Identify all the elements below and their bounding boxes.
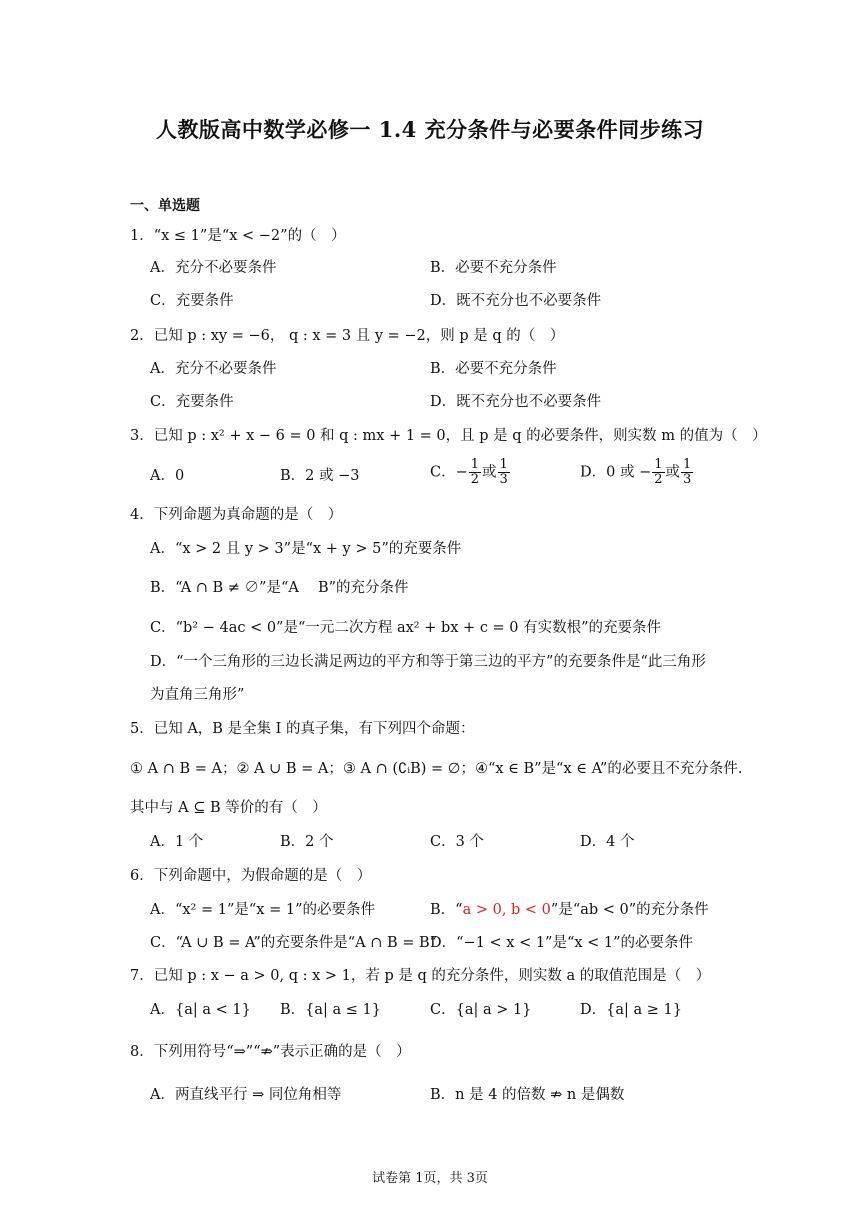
question-5-option-b: B．2 个	[280, 834, 334, 850]
section-heading: 一、单选题	[130, 198, 200, 214]
question-3-option-d	[580, 458, 694, 487]
question-1-option-b: B．必要不充分条件	[430, 260, 557, 276]
question-2-option-b: B．必要不充分条件	[430, 361, 557, 377]
option-c-label: C．	[430, 464, 456, 481]
question-1-option-c: C．充要条件	[150, 293, 234, 309]
question-7-option-d: D．{a| a ≥ 1}	[580, 1002, 682, 1018]
question-6-stem: 6．下列命题中，为假命题的是（ ）	[130, 868, 372, 884]
question-2-option-d: D．既不充分也不必要条件	[430, 394, 602, 410]
or-word: 或	[665, 464, 681, 481]
question-7-option-b: B．{a| a ≤ 1}	[280, 1002, 381, 1018]
fraction-one-third	[498, 458, 510, 487]
question-2-option-c: C．充要条件	[150, 394, 234, 410]
question-5-option-d: D．4 个	[580, 834, 635, 850]
question-3-option-b: B．2 或 −3	[280, 468, 360, 484]
fraction-denominator: 3	[683, 472, 692, 487]
option-b-suffix: ”是“ab < 0”的充分条件	[550, 902, 709, 918]
fraction-numerator: 1	[654, 457, 663, 472]
question-1-option-d: D．既不充分也不必要条件	[430, 293, 602, 309]
page-footer: 试卷第 1页，共 3页	[372, 1171, 488, 1186]
question-5-propositions: ① A ∩ B = A；② A ∪ B = A；③ A ∩ (∁ᵢB) = ∅；④“x ∈ B”是“x ∈ A”的必要且不充分条件.	[130, 761, 743, 777]
minus-sign: −	[639, 464, 652, 481]
fraction-one-third	[681, 458, 693, 487]
question-3-option-a: A．0	[150, 468, 185, 484]
fraction-denominator: 2	[470, 472, 480, 487]
question-7-option-c: C．{a| a > 1}	[430, 1002, 532, 1018]
question-5-stem: 5．已知 A，B 是全集 I 的真子集，有下列四个命题：	[130, 721, 475, 737]
highlighted-condition: a > 0, b < 0	[462, 902, 551, 918]
page-title: 人教版高中数学必修一 1.4 充分条件与必要条件同步练习	[155, 117, 705, 142]
fraction-numerator: 1	[683, 457, 692, 472]
option-d-label: D．0 或	[580, 464, 640, 481]
question-4-option-a: A．“x > 2 且 y > 3”是“x + y > 5”的充要条件	[150, 541, 462, 557]
question-6-option-c: C．“A ∪ B = A”的充要条件是“A ∩ B = B”	[150, 935, 438, 951]
fraction-numerator: 1	[470, 457, 480, 472]
question-3-option-c	[430, 458, 511, 487]
question-8-option-a: A．两直线平行 ⇒ 同位角相等	[150, 1087, 342, 1103]
question-8-option-b: B．n 是 4 的倍数 ⇏ n 是偶数	[430, 1087, 625, 1103]
question-1-option-a: A．充分不必要条件	[150, 260, 277, 276]
question-3-stem: 3．已知 p : x² + x − 6 = 0 和 q : mx + 1 = 0，且 p 是 q 的必要条件，则实数 m 的值为（ ）	[130, 428, 767, 444]
question-6-option-b	[430, 900, 709, 920]
minus-sign: −	[455, 464, 468, 481]
fraction-numerator: 1	[499, 457, 508, 472]
fraction-one-half	[469, 458, 481, 487]
question-6-option-d: D．“−1 < x < 1”是“x < 1”的必要条件	[430, 935, 694, 951]
fraction-one-half	[652, 458, 664, 487]
question-5-option-a: A．1 个	[150, 834, 204, 850]
question-4-stem: 4．下列命题为真命题的是（ ）	[130, 507, 343, 523]
fraction-denominator: 2	[654, 472, 663, 487]
option-b-prefix: B．“	[430, 902, 463, 918]
question-4-option-b: B．“A ∩ B ≠ ∅”是“A B”的充分条件	[150, 580, 409, 596]
question-4-option-c: C．“b² − 4ac < 0”是“一元二次方程 ax² + bx + c = 0 有实数根”的充要条件	[150, 620, 662, 636]
question-5-option-c: C．3 个	[430, 834, 484, 850]
or-word: 或	[482, 464, 497, 481]
question-2-stem: 2．已知 p : xy = −6， q : x = 3 且 y = −2，则 p 是 q 的（ ）	[130, 328, 565, 344]
question-7-option-a: A．{a| a < 1}	[150, 1002, 251, 1018]
question-6-option-a: A．“x² = 1”是“x = 1”的必要条件	[150, 902, 375, 918]
question-8-stem: 8．下列用符号“⇒”“⇏”表示正确的是（ ）	[130, 1044, 411, 1060]
question-4-option-d-cont: 为直角三角形”	[150, 687, 245, 703]
question-7-stem: 7．已知 p : x − a > 0, q : x > 1，若 p 是 q 的充分条件，则实数 a 的取值范围是（ ）	[130, 968, 711, 984]
fraction-denominator: 3	[499, 472, 508, 487]
question-5-ask: 其中与 A ⊆ B 等价的有（ ）	[130, 800, 327, 816]
question-4-option-d: D．“一个三角形的三边长满足两边的平方和等于第三边的平方”的充要条件是“此三角形	[150, 654, 706, 670]
question-2-option-a: A．充分不必要条件	[150, 361, 277, 377]
question-1-stem: 1．“x ≤ 1”是“x < −2”的（ ）	[130, 228, 346, 244]
